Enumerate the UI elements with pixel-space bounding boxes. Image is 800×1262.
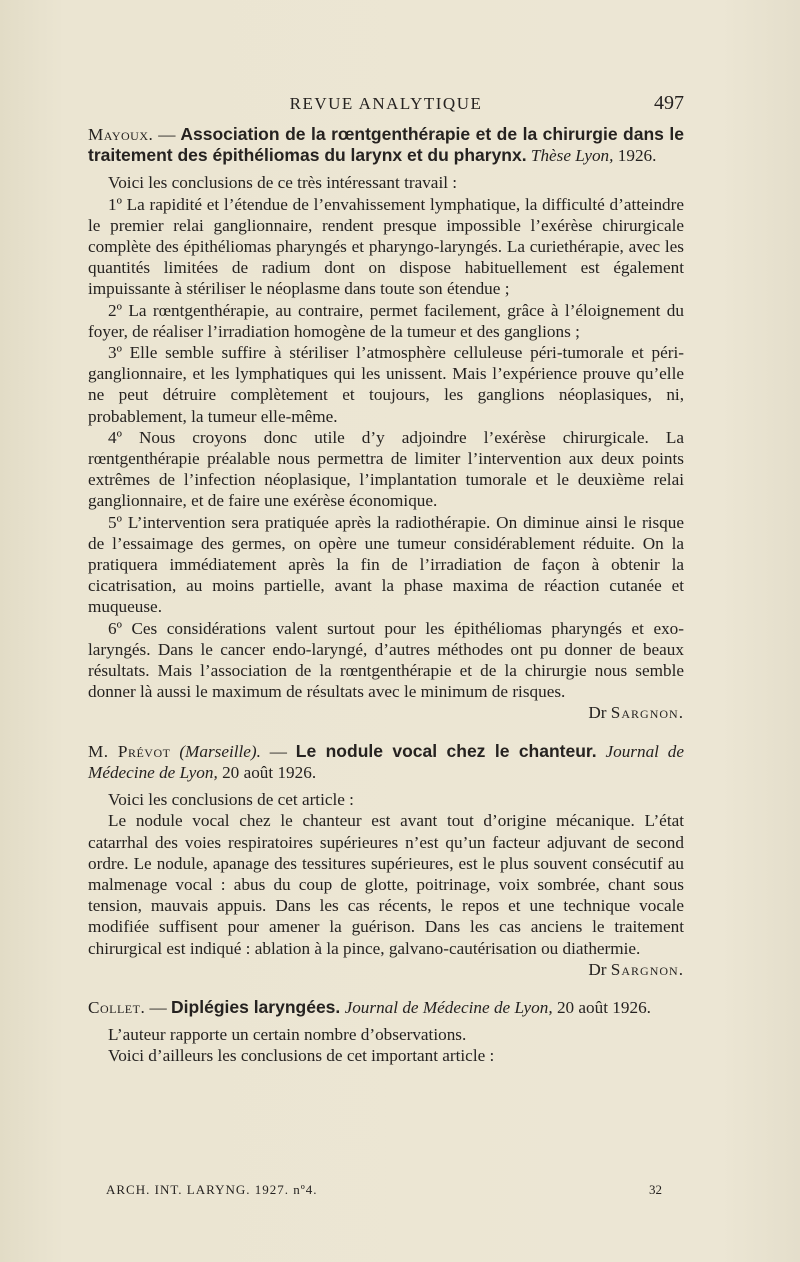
heading-dash: — xyxy=(145,997,172,1017)
article-mayoux xyxy=(88,124,684,724)
article-source: Journal de Médecine de Lyon, xyxy=(88,741,685,782)
article-source-date: 20 août 1926. xyxy=(552,997,651,1017)
article-intro: Voici les conclusions de cet article : xyxy=(108,790,354,810)
page-footer xyxy=(106,1182,662,1202)
signature-prefix: Dr xyxy=(588,703,611,723)
article-paragraph: 3º Elle semble suffire à stériliser l’atmosphère celluleuse péri-tumorale et péri-ganglionnaire, et les lymphatiques qui les unissent. Mais l’expérience prouve qu’elle ne peut détruire complètement et toujours, les ganglions néoplasiques, ni, probablement, la tumeur elle-même. xyxy=(88,343,684,426)
reviewer-signature xyxy=(88,702,684,723)
article-source: Journal de Médecine de Lyon, xyxy=(344,997,553,1017)
running-title: REVUE ANALYTIQUE xyxy=(289,94,483,113)
article-paragraph: L’auteur rapporte un certain nombre d’observations. xyxy=(108,1025,467,1045)
article-paragraph: 5º L’intervention sera pratiquée après la radiothérapie. On diminue ainsi le risque de l’essaimage des germes, on opère une tumeur considérablement réduite. On la pratiquera immédiatement après la fin de l’irradiation de façon à obtenir la cicatrisation, au moins partielle, avant la phase maxima de réaction cutanée et muqueuse. xyxy=(88,512,684,617)
article-collet xyxy=(88,997,684,1067)
article-prevot xyxy=(88,741,684,980)
journal-reference: ARCH. INT. LARYNG. 1927. nº4. xyxy=(106,1182,318,1197)
article-author: Mayoux. xyxy=(88,125,154,144)
article-title: Diplégies laryngées. xyxy=(171,996,341,1017)
author-location: (Marseille). xyxy=(170,741,261,761)
page-body xyxy=(88,124,684,1067)
reviewer-signature xyxy=(88,959,684,980)
article-heading xyxy=(88,997,684,1018)
article-paragraph: Voici d’ailleurs les conclusions de cet important article : xyxy=(108,1046,495,1066)
article-source-date: 1926. xyxy=(613,146,657,166)
article-source-date: 20 août 1926. xyxy=(217,762,317,782)
heading-dash: — xyxy=(260,741,296,761)
article-title: Association de la rœntgenthérapie et de la chirurgie dans le traitement des épithéliomas du larynx et du pharynx. xyxy=(88,124,684,166)
article-intro: Voici les conclusions de ce très intéressant travail : xyxy=(108,173,458,193)
signature-name: Sargnon. xyxy=(610,703,684,723)
signature-name: Sargnon. xyxy=(610,959,684,979)
signature-mark: 32 xyxy=(649,1182,662,1197)
article-paragraph: 4º Nous croyons donc utile d’y adjoindre l’exérèse chirurgicale. La rœntgenthérapie préalable nous permettra de limiter l’intervention aux deux points extrêmes de l’infection néoplasique, l’implantation tumorale et le deuxième relai ganglionnaire, et de faire une exérèse économique. xyxy=(88,427,684,511)
article-author: M. Prévot xyxy=(88,741,171,761)
heading-dash: — xyxy=(153,125,181,144)
page-number: 497 xyxy=(654,92,684,114)
article-source: Thèse Lyon, xyxy=(530,146,614,166)
page-header xyxy=(88,92,684,120)
article-author: Collet. xyxy=(88,997,146,1017)
article-paragraph: Le nodule vocal chez le chanteur est avant tout d’origine mécanique. L’état catarrhal des voies respiratoires supérieures n’est qu’un facteur adjuvant de second ordre. Le nodule, apanage des tessitures supérieures, est le plus souvent consécutif au malmenage vocal : abus du coup de glotte, poitrinage, voix sombrée, chant sous tension, mauvais appuis. Dans les cas récents, le repos et une technique vocale modifiée suffisent pour amener la guérison. Dans les cas anciens le traitement chirurgical est indiqué : ablation à la pince, galvano-cautérisation ou diathermie. xyxy=(88,811,684,958)
article-heading xyxy=(88,741,684,783)
signature-prefix: Dr xyxy=(588,959,611,979)
article-paragraph: 2º La rœntgenthérapie, au contraire, permet facilement, grâce à l’éloignement du foyer, de réaliser l’irradiation homogène de la tumeur et des ganglions ; xyxy=(88,300,684,341)
article-heading xyxy=(88,124,684,166)
article-paragraph: 1º La rapidité et l’étendue de l’envahissement lymphatique, la difficulté d’atteindre le premier relai ganglionnaire, rendent presque impossible l’exérèse chirurgicale complète des épithéliomas pharyngés et pharyngo-laryngés. La curiethérapie, avec les quantités limitées de radium dont on dispose habituellement est également impuissante à stériliser le néoplasme dans toute son étendue ; xyxy=(88,194,684,299)
article-title: Le nodule vocal chez le chanteur. xyxy=(295,740,597,761)
article-paragraph: 6º Ces considérations valent surtout pour les épithéliomas pharyngés et exo-laryngés. Dans le cancer endo-laryngé, d’autres méthodes ont pu donner de beaux résultats. Mais l’association de la rœntgenthérapie et de la chirurgie nous semble donner là aussi le maximum de résultats avec le minimum de risques. xyxy=(88,618,684,702)
